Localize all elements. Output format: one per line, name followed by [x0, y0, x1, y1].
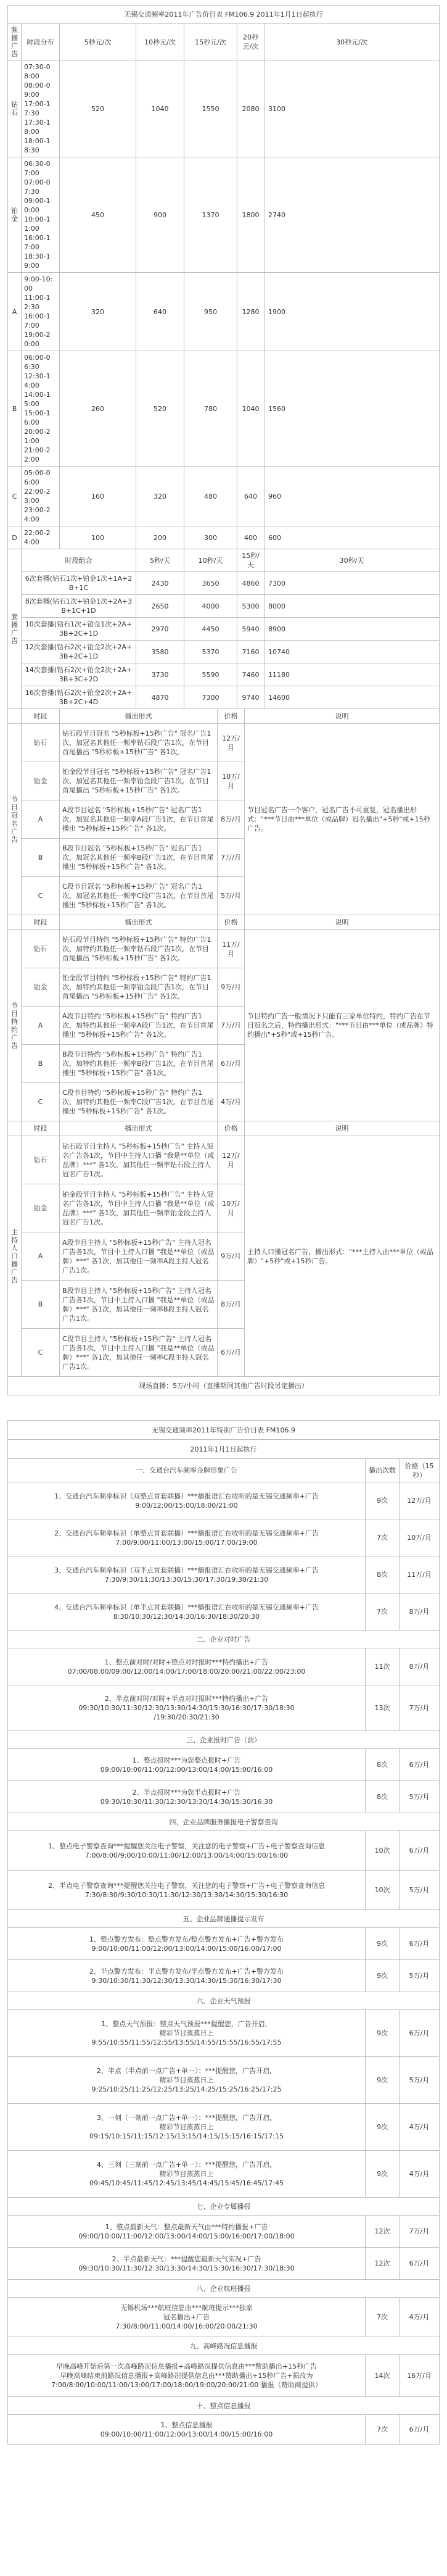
sponsor-note: 主持人口播冠名广告，播出形式："***主持人由***单位（或品牌）"+5秒"或+15秒广告。 — [245, 1136, 440, 1377]
special-item-row — [8, 1928, 440, 1960]
special-item-text: 早晚高峰开始后第一次高峰路况信息播报+高峰路况提供信息由***赞助播出+15秒广告 早晚高峰结束前路况信息播报+高峰路况提供信息由***赞助播出+15秒广告+损改为 7:00/8:00/10:00/11:00/13:00/17:00/18:00/19:00/20:00/21:00 播报（赞助商提供） — [8, 2355, 366, 2397]
price-table — [7, 5, 440, 709]
slot-price-10s: 200 — [136, 526, 184, 549]
package-price-30s: 10740 — [265, 641, 440, 663]
sponsor-price: 9万/月 — [218, 968, 245, 1007]
special-item-count: 12次 — [366, 2248, 400, 2280]
sponsor-price: 10万/月 — [218, 1184, 245, 1232]
package-price-10s: 5590 — [184, 663, 237, 686]
special-section-head: 十、整点信息播报 — [8, 2397, 440, 2415]
special-item-row — [8, 1648, 440, 1685]
sponsor-col-price: 价格 — [218, 1121, 245, 1136]
special-header-row — [8, 1459, 440, 1482]
slot-times: 05:00-06:00 22:00-23:00 23:00-24:00 — [22, 467, 60, 526]
slot-price-5s: 100 — [60, 526, 136, 549]
special-table — [7, 1420, 440, 2445]
slot-price-20s: 1800 — [237, 157, 265, 273]
slot-price-30s: 960 — [265, 467, 440, 526]
sponsor-group-label: 主持人口播广告 — [8, 1136, 22, 1377]
special-item-row — [8, 2216, 440, 2248]
sponsor-slot: 钻石 — [22, 1136, 60, 1184]
special-item-price: 4万/月 — [400, 2151, 440, 2198]
special-section-head: 七、企业专属播报 — [8, 2198, 440, 2216]
special-item-row — [8, 1519, 440, 1556]
slot-price-15s: 1370 — [184, 157, 237, 273]
special-item-text: 1、交通台汽车频率标识（双整点首套联播）***播报语汇在收听的是无锡交通频率+广告 9:00/12:00/15:00/18:00/21:00 — [8, 1482, 366, 1519]
slot-price-20s: 1280 — [237, 273, 265, 351]
special-item-text: 1、整点信息播报 09:00/10:00/11:00/12:00/13:00/14:00/15:00/16:00 — [8, 2415, 366, 2445]
special-item-text: 2、半点前对时/对时+半点对时报时***特约播出+广告 09:30/10:30/11:30/12:30/13:30/14:30/15:30/16:30/17:30/18:30 /19:30/20:30/21:30 — [8, 1685, 366, 1731]
sponsor-format: B段节目主持人 "5秒标板+15秒广告" 主持人冠名广告各1次，节目中主持人口播 "我是**单位（或品牌）***" 各1次，加其他任一频率B段主持人冠名广告1次。 — [60, 1281, 218, 1329]
sponsor-price: 5万/月 — [218, 877, 245, 915]
special-item-text: 2、半点电子警察查询***提醒您关注电子警察，关注您的电子警察+广告+电子警察查询信息 7:30/8:30/9:30/10:30/11:30/12:30/13:30/14:30/15:30/16:30 — [8, 1871, 366, 1910]
special-item-text: 2、半点最新天气：***提醒您最新天气实况+广告 09:30/10:30/11:30/12:30/13:30/14:30/15:30/16:30/17:30/18:30 — [8, 2248, 366, 2280]
footer-note: 现场直播：5万/小时（直播期间其他广告时段另定播出） — [8, 1377, 440, 1395]
special-item-row — [8, 2151, 440, 2198]
special-item-row — [8, 1556, 440, 1593]
special-item-count: 9次 — [366, 2010, 400, 2057]
special-item-text: 无锡机场***航班信息由***航班提示***独家 冠名播出+广告 7:30/8:00/11:00/14:00/16:00/20:00/21:30 — [8, 2298, 366, 2337]
sponsor-slot: B — [22, 1281, 60, 1329]
slot-price-5s: 520 — [60, 60, 136, 157]
special-item-price: 7万/月 — [400, 2216, 440, 2248]
special-item-count: 12次 — [366, 2216, 400, 2248]
package-price-15s: 5940 — [237, 618, 265, 641]
sponsor-slot: B — [22, 1045, 60, 1083]
special-item-row — [8, 2057, 440, 2104]
sponsor-format: 钻石段节目特约 "5秒标板+15秒广告" 特约广告1次，加特约其他任一频率钻石段广告1次，在节目首尾播出 "5秒标板+15秒广告" 各1次。 — [60, 930, 218, 968]
sponsor-format: A段节目主持人 "5秒标板+15秒广告" 主持人冠名广告各1次，节目中主持人口播 "我是**单位（或品牌）***" 各1次，加其他任一频率A段主持人冠名广告1次。 — [60, 1232, 218, 1281]
special-item-price: 6万/月 — [400, 2415, 440, 2445]
package-row — [8, 663, 440, 686]
sponsor-format: C段节目主持人 "5秒标板+15秒广告" 主持人冠名广告各1次，节目中主持人口播 "我是**单位（或品牌）***" 各1次，加其他任一频率C段主持人冠名广告1次。 — [60, 1329, 218, 1377]
package-price-30s: 8900 — [265, 618, 440, 641]
sponsor-row — [8, 1136, 440, 1184]
slot-code: A — [8, 273, 22, 351]
price-header-row — [8, 24, 440, 60]
special-item-price: 10万/月 — [400, 1519, 440, 1556]
special-item-price: 4万/月 — [400, 2298, 440, 2337]
sponsor-col-format: 播出形式 — [60, 1121, 218, 1136]
special-item-text: 2、半点报时***为您半点报时+广告 09:30/10:30/11:30/12:30/13:30/14:30/15:30/16:30 — [8, 1781, 366, 1813]
sponsor-format: B段节目特约 "5秒标板+15秒广告" 特约广告1次，加特约其他任一频率B段广告1次，在节目首尾播出 "5秒标板+15秒广告" 各1次。 — [60, 1045, 218, 1083]
special-item-text: 1、整点警方发布：整点警方发布/整点警方发布+广告+警方发布 9:00/10:00/11:00/12:00/13:00/14:00/15:00/16:00/17:00 — [8, 1928, 366, 1960]
special-item-text: 1、整点电子警察查询***提醒您关注电子警察，关注您的电子警察+广告+电子警察查询信息 7:00/8:00/9:00/10:00/11:00/12:00/13:00/14:00/15:00/16:00 — [8, 1831, 366, 1871]
slot-price-5s: 450 — [60, 157, 136, 273]
package-row — [8, 595, 440, 618]
slot-price-20s: 640 — [237, 467, 265, 526]
col-header-price: 价格（15秒） — [400, 1459, 440, 1482]
special-item-count: 7次 — [366, 2415, 400, 2445]
special-item-count: 10次 — [366, 1831, 400, 1871]
package-combo: 8次套播(钻石1次+铂金1次+2A+3B+1C+1D — [22, 595, 136, 618]
sponsor-table — [7, 708, 440, 1395]
package-price-5s: 3730 — [136, 663, 184, 686]
slot-price-5s: 320 — [60, 273, 136, 351]
slot-price-20s: 400 — [237, 526, 265, 549]
special-table-title: 无锡交通频率2011年特别广告价目表 FM106.9 — [8, 1421, 440, 1440]
sponsor-col-note: 说明 — [245, 1121, 440, 1136]
col-header-10s: 10秒元/次 — [136, 24, 184, 60]
package-price-30s: 14600 — [265, 686, 440, 709]
package-row — [8, 641, 440, 663]
special-item-price: 8万/月 — [400, 1593, 440, 1631]
sponsor-price: 7万/月 — [218, 1007, 245, 1045]
special-item-price: 4万/月 — [400, 2104, 440, 2151]
sponsor-col-slot: 时段 — [22, 709, 60, 724]
package-combo: 16次套播(钻石2次+铂金2次+2A+3B+2C+4D — [22, 686, 136, 709]
col-header-times: 时段分布 — [22, 24, 60, 60]
special-item-count: 10次 — [366, 1871, 400, 1910]
special-item-row — [8, 1593, 440, 1631]
package-combo: 12次套播(钻石2次+铂金2次+2A+3B+2C+1D — [22, 641, 136, 663]
special-table-date: 2011年1月1日起执行 — [8, 1440, 440, 1459]
slot-price-15s: 300 — [184, 526, 237, 549]
sponsor-price: 8万/月 — [218, 800, 245, 839]
price-table-title: 无锡交通频率2011年广告价目表 FM106.9 2011年1月1日起执行 — [8, 6, 440, 24]
special-item-price: 8万/月 — [400, 1648, 440, 1685]
special-section-head: 一、交通台汽车频率金牌形象广告 — [8, 1459, 366, 1482]
sponsor-format: C段节目冠名 "5秒标板+15秒广告" 冠名广告1次，加冠名其他任一频率C段广告1次，在节目首尾播出 "5秒标板+15秒广告" 各1次。 — [60, 877, 218, 915]
sponsor-note: 节目冠名广告一个客户，冠名广告不可重复，冠名播出形式："***节目由***单位（或品牌）冠名播出"+5秒"或+15秒广告。 — [245, 724, 440, 915]
sponsor-format: 铂金段节目特约 "5秒标板+15秒广告" 特约广告1次，加特约其他任一频率铂金段广告1次，在节目首尾播出 "5秒标板+15秒广告" 各1次。 — [60, 968, 218, 1007]
special-item-count: 9次 — [366, 1482, 400, 1519]
sponsor-slot: 铂金 — [22, 1184, 60, 1232]
sponsor-price: 12万/月 — [218, 1136, 245, 1184]
package-label: 套播广告 — [8, 549, 22, 709]
slot-code: B — [8, 351, 22, 467]
slot-times: 07:30-08:00 08:00-09:00 17:00-17:30 17:30-18:00 18:00-18:30 — [22, 60, 60, 157]
special-item-text: 2、半点（半点前一点广告+单一）：***提醒您，广告开启， 精彩节目蒸蒸日上 9:25/10:25/11:25/12:25/13:25/14:25/15:25/16:25/17:25 — [8, 2057, 366, 2104]
special-item-count: 9次 — [366, 2057, 400, 2104]
slot-times: 06:00-06:30 12:30-14:00 14:00-15:00 15:00-16:00 20:00-21:00 21:00-22:00 — [22, 351, 60, 467]
col-header-15s: 15秒元/次 — [184, 24, 237, 60]
package-price-5s: 4870 — [136, 686, 184, 709]
sponsor-col-format: 播出形式 — [60, 709, 218, 724]
package-price-15s: 4860 — [237, 572, 265, 595]
special-item-price: 5万/月 — [400, 1960, 440, 1992]
special-item-text: 3、一刻（一刻前一点广告+单一）：***提醒您，广告开启， 精彩节目蒸蒸日上 09:15/10:15/11:15/12:15/13:15/14:15/15:15/16:15/17:15 — [8, 2104, 366, 2151]
package-price-15s: 7160 — [237, 641, 265, 663]
sponsor-format: C段节目特约 "5秒标板+15秒广告" 特约广告1次，加特约其他任一频率C段广告1次，在节目首尾播出 "5秒标板+15秒广告" 各1次。 — [60, 1083, 218, 1121]
package-price-30s: 7300 — [265, 572, 440, 595]
slot-code: D — [8, 526, 22, 549]
special-section-head: 二、企业对时广告 — [8, 1631, 440, 1648]
package-price-10s: 4450 — [184, 618, 237, 641]
package-col-30s: 30秒/天 — [265, 549, 440, 572]
special-item-row — [8, 1831, 440, 1871]
special-section-head: 三、企业报时广告（前） — [8, 1731, 440, 1749]
sponsor-slot: C — [22, 1083, 60, 1121]
slot-price-10s: 900 — [136, 157, 184, 273]
special-item-count: 9次 — [366, 1928, 400, 1960]
package-price-5s: 3580 — [136, 641, 184, 663]
sponsor-header-row — [8, 1121, 440, 1136]
sponsor-col-format: 播出形式 — [60, 915, 218, 930]
slot-price-5s: 260 — [60, 351, 136, 467]
package-combo: 6次套播(钻石1次+铂金1次+1A+2B+1C — [22, 572, 136, 595]
special-item-row — [8, 1960, 440, 1992]
special-item-count: 7次 — [366, 2298, 400, 2337]
special-item-row — [8, 1871, 440, 1910]
slot-price-10s: 320 — [136, 467, 184, 526]
package-col-10s: 10秒/天 — [184, 549, 237, 572]
sponsor-slot: C — [22, 877, 60, 915]
special-item-count: 13次 — [366, 1685, 400, 1731]
col-header-category: 频播广告 — [8, 24, 22, 60]
slot-row — [8, 526, 440, 549]
slot-price-30s: 1900 — [265, 273, 440, 351]
sponsor-header-row — [8, 915, 440, 930]
col-header-30s: 30秒元/次 — [265, 24, 440, 60]
special-section-head: 六、企业天气预报 — [8, 1992, 440, 2010]
sponsor-slot: A — [22, 800, 60, 839]
special-item-row — [8, 1781, 440, 1813]
sponsor-price: 9万/月 — [218, 1232, 245, 1281]
special-item-row — [8, 2298, 440, 2337]
special-item-text: 4、交通台汽车频率标识（单半点首套联播）***播报语汇在收听的是无锡交通频率+广告 8:30/10:30/12:30/14:30/16:30/18:30/20:30 — [8, 1593, 366, 1631]
package-row — [8, 686, 440, 709]
special-item-text: 1、整点报时***为您整点报时+广告 09:00/10:00/11:00/12:00/13:00/14:00/15:00/16:00 — [8, 1749, 366, 1781]
sponsor-format: 钻石段节目冠名 "5秒标板+15秒广告" 冠名广告1次，加冠名其他任一频率钻石段广告1次，在节目首尾播出 "5秒标板+15秒广告" 各1次。 — [60, 724, 218, 762]
special-item-count: 11次 — [366, 1648, 400, 1685]
sponsor-format: A段节目冠名 "5秒标板+15秒广告" 冠名广告1次，加冠名其他任一频率A段广告1次，在节目首尾播出 "5秒标板+15秒广告" 各1次。 — [60, 800, 218, 839]
sponsor-slot: 铂金 — [22, 968, 60, 1007]
slot-price-10s: 1040 — [136, 60, 184, 157]
sponsor-row — [8, 724, 440, 762]
sponsor-format: A段节目特约 "5秒标板+15秒广告" 特约广告1次，加特约其他任一频率A段广告1次，在节目首尾播出 "5秒标板+15秒广告" 各1次。 — [60, 1007, 218, 1045]
sponsor-group-label: 节目冠名广告 — [8, 724, 22, 915]
special-item-text: 1、整点天气预报：整点天气预报***提醒您，广告开启， 精彩节目蒸蒸日上 9:55/10:55/11:55/12:55/13:55/14:55/15:55/16:55/17:55 — [8, 2010, 366, 2057]
special-item-text: 1、整点前对时/对时+整点对时报时***特约播出+广告 07:00/08:00/09:00/12:00/14:00/17:00/18:00/20:00/21:00/22:00/23:00 — [8, 1648, 366, 1685]
col-header-5s: 5秒元/次 — [60, 24, 136, 60]
package-price-15s: 9740 — [237, 686, 265, 709]
package-col-combo: 时段组合 — [22, 549, 136, 572]
special-item-row — [8, 2104, 440, 2151]
sponsor-col-price: 价格 — [218, 915, 245, 930]
slot-price-15s: 480 — [184, 467, 237, 526]
slot-price-15s: 780 — [184, 351, 237, 467]
package-price-15s: 5300 — [237, 595, 265, 618]
special-item-count: 8次 — [366, 1781, 400, 1813]
slot-price-10s: 640 — [136, 273, 184, 351]
special-section-head: 五、企业品牌通播提示发布 — [8, 1910, 440, 1928]
sponsor-group-label: 节目特约广告 — [8, 930, 22, 1121]
special-item-text: 1、整点最新天气：整点最新天气由***特约播报+广告 09:00/10:00/11:00/12:00/13:00/14:00/15:00/16:00/17:00/18:00 — [8, 2216, 366, 2248]
package-row — [8, 618, 440, 641]
slot-row — [8, 467, 440, 526]
special-item-row — [8, 2355, 440, 2397]
special-section-head: 九、高峰路况信息播报 — [8, 2337, 440, 2355]
sponsor-slot: 铂金 — [22, 762, 60, 800]
slot-price-10s: 520 — [136, 351, 184, 467]
sponsor-price: 4万/月 — [218, 1083, 245, 1121]
sponsor-price: 6万/月 — [218, 1329, 245, 1377]
sponsor-col-note: 说明 — [245, 915, 440, 930]
special-item-count: 14次 — [366, 2355, 400, 2397]
special-item-count: 7次 — [366, 1593, 400, 1631]
slot-price-20s: 2080 — [237, 60, 265, 157]
slot-code: C — [8, 467, 22, 526]
package-price-30s: 8000 — [265, 595, 440, 618]
package-price-10s: 7300 — [184, 686, 237, 709]
package-row — [8, 572, 440, 595]
package-col-15s: 15秒/天 — [237, 549, 265, 572]
package-combo: 14次套播(钻石2次+铂金2次+2A+3B+3C+2D — [22, 663, 136, 686]
package-price-5s: 2650 — [136, 595, 184, 618]
special-item-price: 11万/月 — [400, 1556, 440, 1593]
col-header-count: 播出次数 — [366, 1459, 400, 1482]
package-col-5s: 5秒/天 — [136, 549, 184, 572]
sponsor-col-note: 说明 — [245, 709, 440, 724]
special-item-row — [8, 2415, 440, 2445]
special-item-price: 6万/月 — [400, 1928, 440, 1960]
special-item-count: 9次 — [366, 2104, 400, 2151]
special-item-row — [8, 2010, 440, 2057]
package-price-30s: 11180 — [265, 663, 440, 686]
slot-price-15s: 950 — [184, 273, 237, 351]
slot-price-30s: 3100 — [265, 60, 440, 157]
slot-times: 06:30-07:00 07:00-07:30 09:00-10:00 10:00-11:00 16:00-17:00 18:30-19:00 — [22, 157, 60, 273]
special-item-price: 5万/月 — [400, 1871, 440, 1910]
special-item-text: 2、交通台汽车频率标识（单整点首套联播）***播报语汇在收听的是无锡交通频率+广告 7:00/9:00/11:00/13:00/15:00/17:00/19:00 — [8, 1519, 366, 1556]
slot-row — [8, 351, 440, 467]
package-price-10s: 4000 — [184, 595, 237, 618]
sponsor-format: 铂金段节目冠名 "5秒标板+15秒广告" 冠名广告1次，加冠名其他任一频率铂金段广告1次，在节目首尾播出 "5秒标板+15秒广告" 各1次。 — [60, 762, 218, 800]
sponsor-slot: 钻石 — [22, 724, 60, 762]
special-item-count: 9次 — [366, 1960, 400, 1992]
sponsor-header-row — [8, 709, 440, 724]
special-item-count: 8次 — [366, 1749, 400, 1781]
special-item-row — [8, 2248, 440, 2280]
sponsor-format: B段节目冠名 "5秒标板+15秒广告" 冠名广告1次，加冠名其他任一频率B段广告1次，在节目首尾播出 "5秒标板+15秒广告" 各1次。 — [60, 839, 218, 877]
slot-code: 铂金 — [8, 157, 22, 273]
special-item-price: 12万/月 — [400, 1482, 440, 1519]
slot-times: 22:00-24:00 — [22, 526, 60, 549]
sponsor-price: 11万/月 — [218, 930, 245, 968]
special-item-row — [8, 1685, 440, 1731]
special-item-price: 16万/月 — [400, 2355, 440, 2397]
slot-price-30s: 1560 — [265, 351, 440, 467]
package-combo: 10次套播(钻石1次+铂金1次+2A+3B+2C+1D — [22, 618, 136, 641]
special-item-price: 7万/月 — [400, 1685, 440, 1731]
special-item-price: 6万/月 — [400, 2248, 440, 2280]
slot-times: 9:00-10:00 11:00-12:30 16:00-17:00 19:00-20:00 — [22, 273, 60, 351]
special-item-count: 7次 — [366, 1519, 400, 1556]
sponsor-col-slot: 时段 — [22, 1121, 60, 1136]
package-price-10s: 3650 — [184, 572, 237, 595]
sponsor-price: 12万/月 — [218, 724, 245, 762]
sponsor-price: 8万/月 — [218, 1281, 245, 1329]
slot-price-20s: 1040 — [237, 351, 265, 467]
special-item-price: 6万/月 — [400, 1831, 440, 1871]
sponsor-row — [8, 930, 440, 968]
col-header-20s: 20秒元/次 — [237, 24, 265, 60]
sponsor-price: 7万/月 — [218, 839, 245, 877]
sponsor-format: 钻石段节目主持人 "5秒标板+15秒广告" 主持人冠名广告各1次，节目中主持人口播 "我是**单位（或品牌）***" 各1次，加其他任一频率钻石段主持人冠名广告1次。 — [60, 1136, 218, 1184]
special-section-head: 八、企业航班播报 — [8, 2280, 440, 2298]
sponsor-col-slot: 时段 — [22, 915, 60, 930]
sponsor-format: 铂金段节目主持人 "5秒标板+15秒广告" 主持人冠名广告各1次，节目中主持人口播 "我是**单位（或品牌）***" 各1次，加其他任一频率铂金段主持人冠名广告1次。 — [60, 1184, 218, 1232]
slot-price-30s: 600 — [265, 526, 440, 549]
sponsor-price: 10万/月 — [218, 762, 245, 800]
special-item-price: 6万/月 — [400, 2010, 440, 2057]
slot-code: 钻石 — [8, 60, 22, 157]
sponsor-note: 节目特约广告一般情况下只能有三家单位特约，特约广告在节目冠名之后，特约播出形式："***节目由***单位（或品牌）特约播出"+5秒"或+15秒广告。 — [245, 930, 440, 1121]
package-price-10s: 5370 — [184, 641, 237, 663]
slot-row — [8, 273, 440, 351]
special-item-text: 4、三刻（三刻前一点广告+单一）：***提醒您，广告开启， 精彩节目蒸蒸日上 09:45/10:45/11:45/12:45/13:45/14:45/15:45/16:45/17:45 — [8, 2151, 366, 2198]
sponsor-slot: B — [22, 839, 60, 877]
package-price-5s: 2970 — [136, 618, 184, 641]
special-section-head: 四、企业品牌服务播报电子警察查询 — [8, 1813, 440, 1831]
special-item-price: 6万/月 — [400, 1749, 440, 1781]
sponsor-price: 6万/月 — [218, 1045, 245, 1083]
sponsor-slot: A — [22, 1007, 60, 1045]
package-price-15s: 7460 — [237, 663, 265, 686]
special-item-text: 3、交通台汽车频率标识（双半点首套联播）***播报语汇在收听的是无锡交通频率+广告 7:30/9:30/11:30/13:30/15:30/17:30/19:30/21:30 — [8, 1556, 366, 1593]
sponsor-slot: A — [22, 1232, 60, 1281]
slot-price-5s: 160 — [60, 467, 136, 526]
slot-row — [8, 157, 440, 273]
sponsor-slot: 钻石 — [22, 930, 60, 968]
special-item-row — [8, 1482, 440, 1519]
slot-row — [8, 60, 440, 157]
special-item-price: 5万/月 — [400, 2057, 440, 2104]
sponsor-col-price: 价格 — [218, 709, 245, 724]
special-item-count: 9次 — [366, 2151, 400, 2198]
page — [0, 5, 447, 2445]
special-item-count: 8次 — [366, 1556, 400, 1593]
special-item-text: 2、半点警方发布：半点警方发布/半点警方发布+广告+警方发布 9:30/10:30/11:30/12:30/13:30/14:30/15:30/16:30/17:30 — [8, 1960, 366, 1992]
slot-price-15s: 1550 — [184, 60, 237, 157]
slot-price-30s: 2740 — [265, 157, 440, 273]
sponsor-slot: C — [22, 1329, 60, 1377]
package-price-5s: 2430 — [136, 572, 184, 595]
special-item-row — [8, 1749, 440, 1781]
special-item-price: 5万/月 — [400, 1781, 440, 1813]
package-header-row — [8, 549, 440, 572]
